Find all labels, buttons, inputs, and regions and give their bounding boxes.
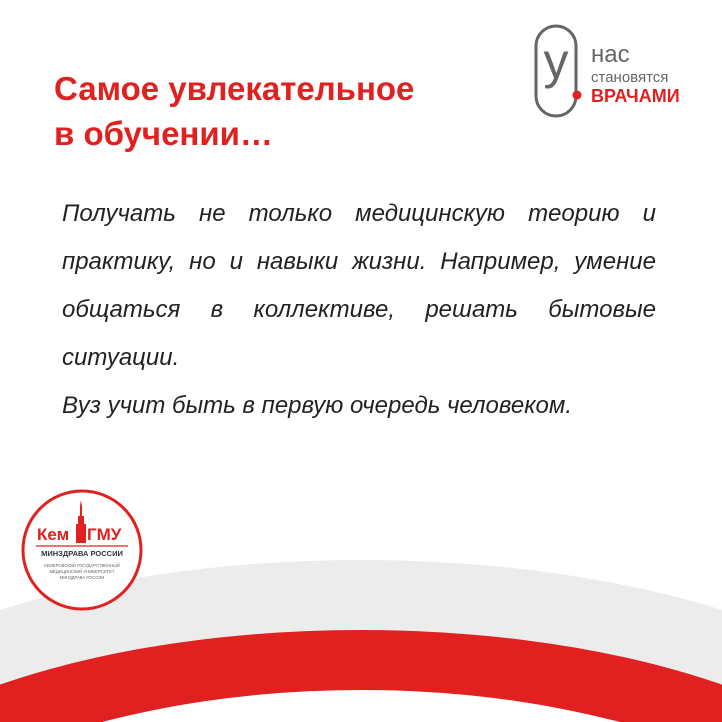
- paragraph-2: Вуз учит быть в первую очередь человеком.: [62, 392, 572, 419]
- paragraph-1: Получать не только медицинскую теорию и практику, но и навыки жизни. Например, умение общаться в коллективе, решать бытовые ситуации.: [62, 200, 656, 371]
- body-text: [62, 190, 656, 430]
- brand-logo-letter: у: [543, 33, 569, 89]
- university-logo-subtitle-3: МИНЗДРАВА РОССИИ: [59, 575, 105, 580]
- university-logo-name-part-1: Кем: [37, 525, 70, 544]
- university-logo-name-part-2: ГМУ: [87, 525, 122, 544]
- brand-logo-red-dot: [573, 91, 582, 100]
- brand-logo-line-1: нас: [591, 41, 630, 68]
- university-logo: [20, 488, 144, 612]
- university-logo-subtitle-1: КЕМЕРОВСКИЙ ГОСУДАРСТВЕННЫЙ: [44, 563, 120, 568]
- title-line-1: Самое увлекательное: [54, 70, 415, 107]
- university-logo-subtitle-2: МЕДИЦИНСКИЙ УНИВЕРСИТЕТ: [49, 569, 115, 574]
- slide-title: [54, 66, 524, 156]
- title-line-2: в обучении…: [54, 115, 273, 152]
- brand-logo-line-3: ВРАЧАМИ: [591, 86, 680, 106]
- university-logo-ministry: МИНЗДРАВА РОССИИ: [41, 549, 123, 558]
- brand-logo-line-2: становятся: [591, 69, 669, 86]
- brand-logo: [528, 22, 704, 122]
